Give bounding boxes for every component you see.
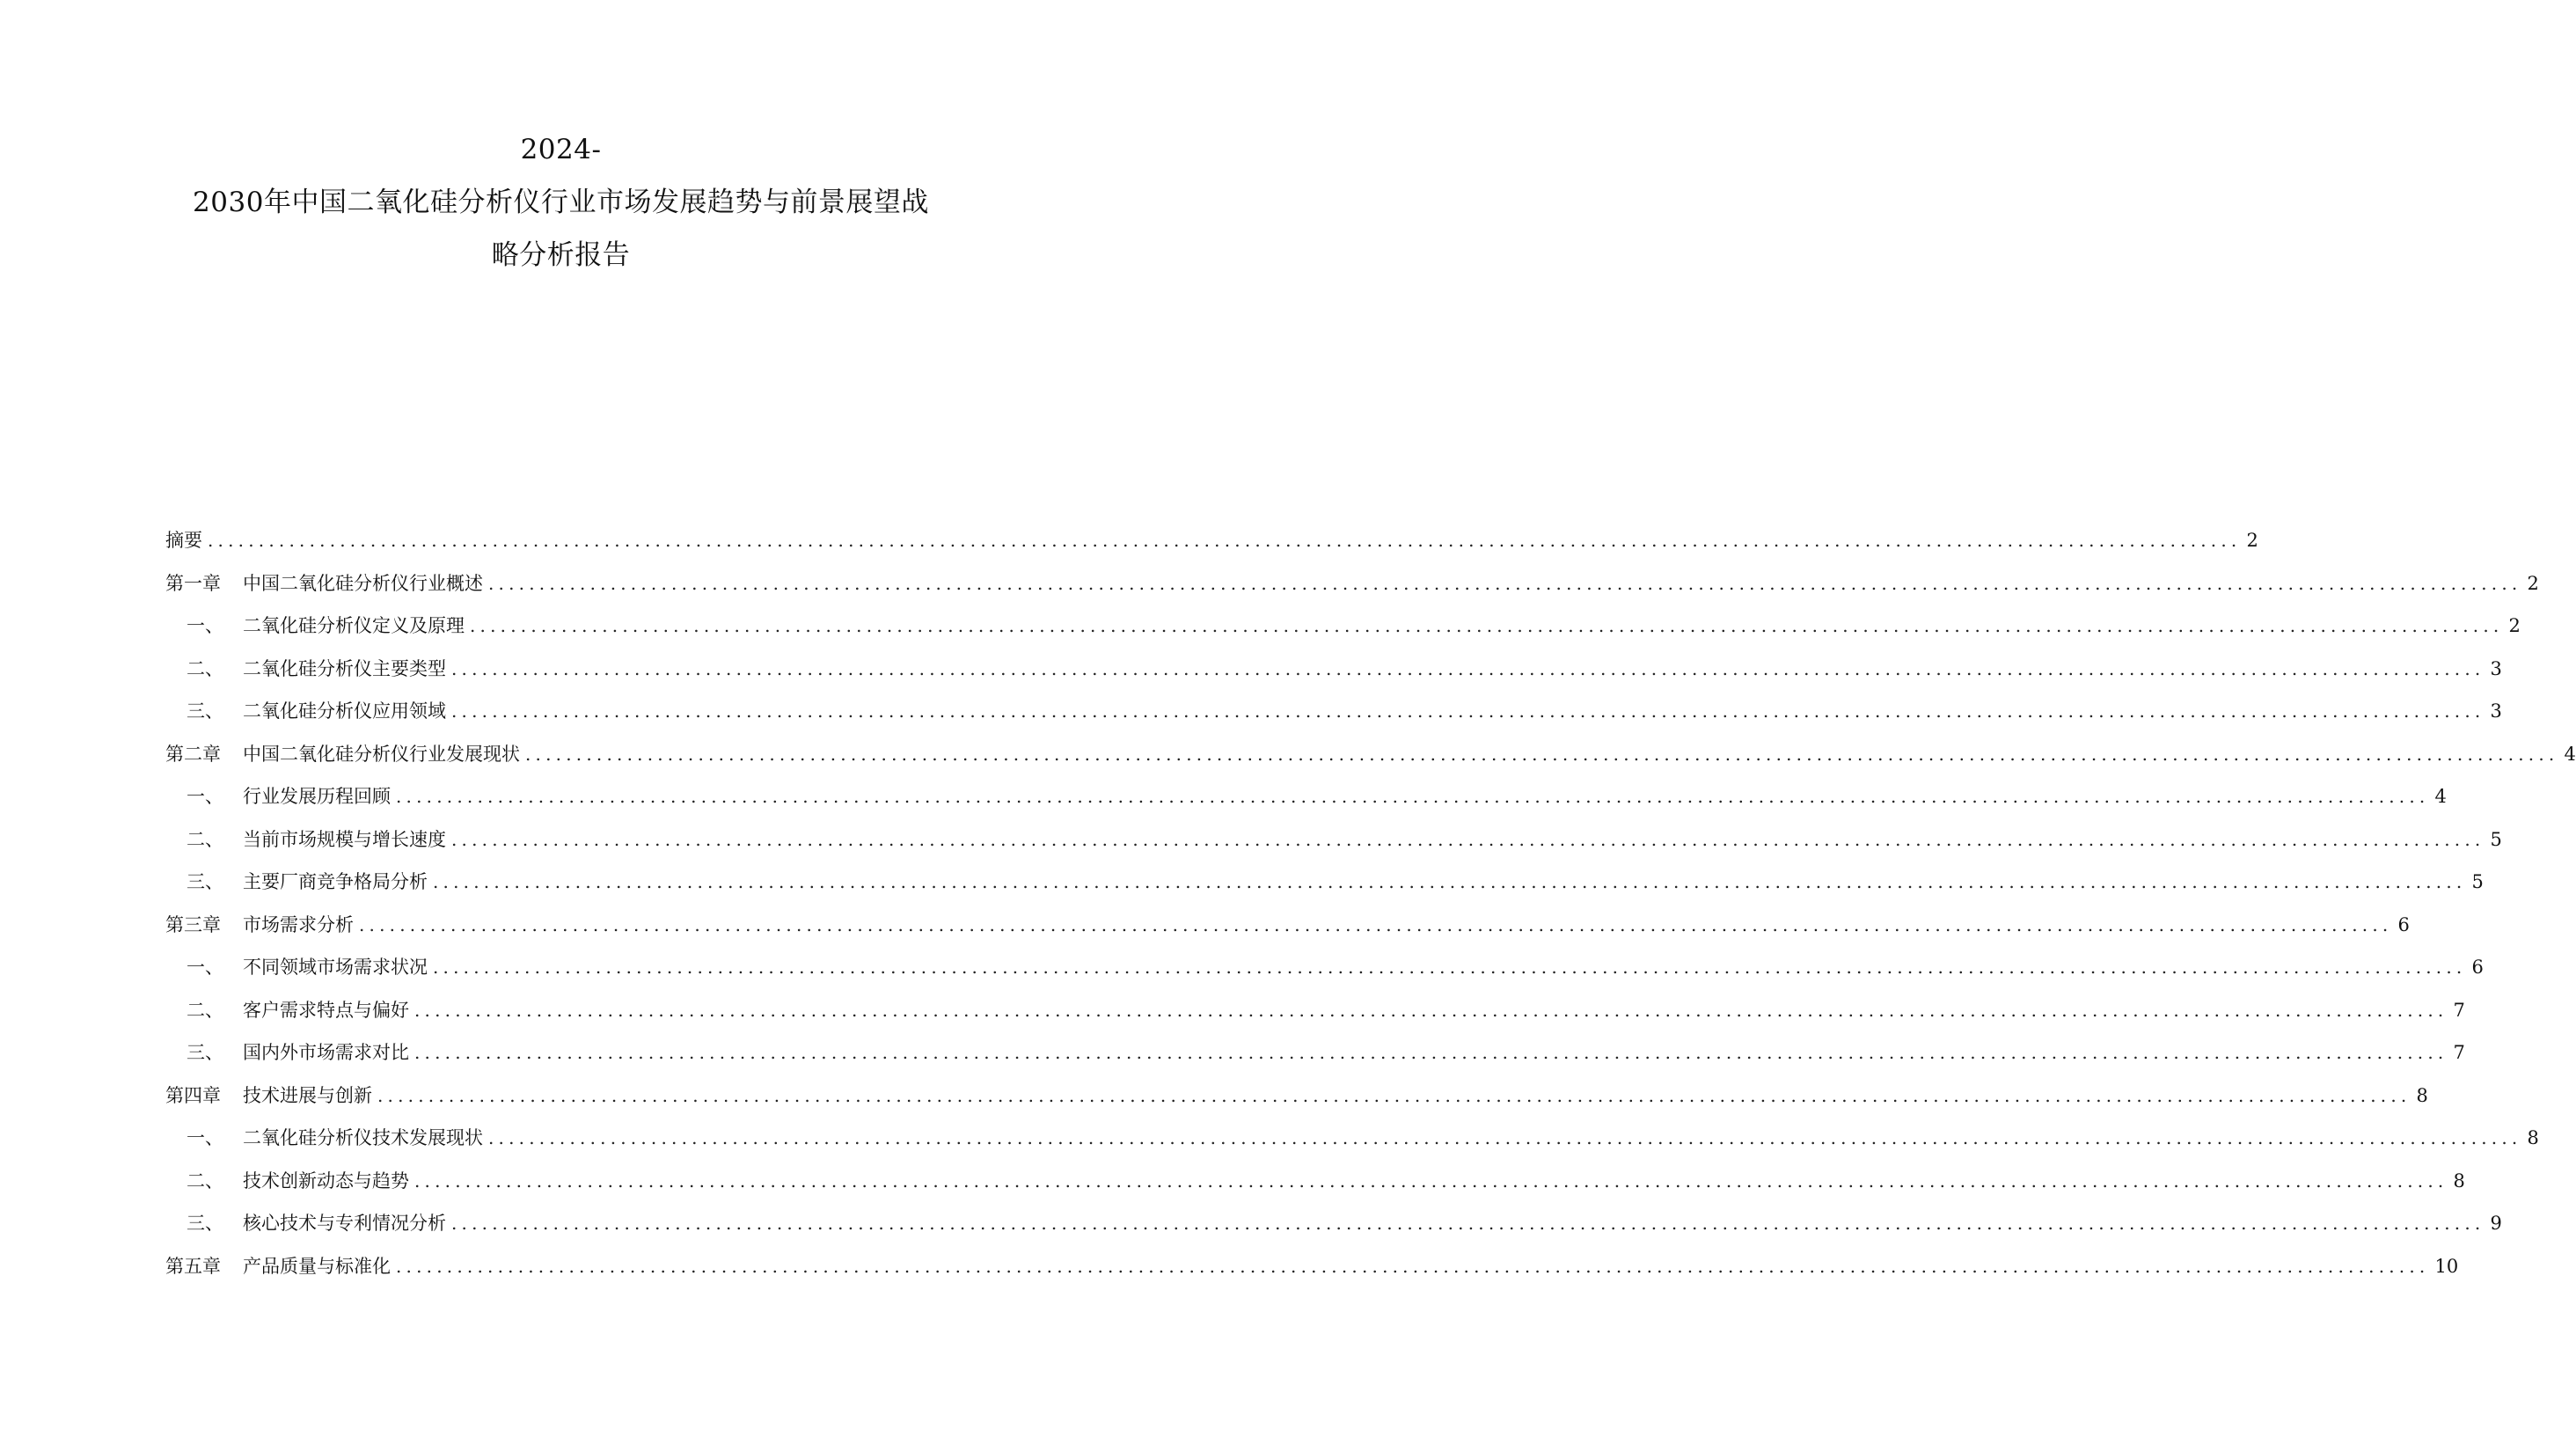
toc-entry-number: 二、 bbox=[187, 657, 223, 679]
toc-entry[interactable] bbox=[165, 996, 2465, 1039]
toc-entry[interactable] bbox=[165, 1124, 2539, 1167]
toc-entry-number: 一、 bbox=[187, 615, 223, 636]
toc-entry[interactable] bbox=[165, 911, 2410, 954]
document-title bbox=[0, 123, 1122, 282]
toc-entry-page: 5 bbox=[2471, 871, 2484, 892]
toc-entry[interactable] bbox=[165, 697, 2502, 740]
toc-entry-label: 核心技术与专利情况分析 bbox=[243, 1213, 446, 1234]
toc-dot-leader: ........................................................................................................................................................................................................ bbox=[396, 1255, 2430, 1277]
toc-entry-page: 2 bbox=[2246, 530, 2258, 551]
toc-entry-page: 3 bbox=[2490, 657, 2502, 679]
toc-entry-label: 不同领域市场需求状况 bbox=[243, 957, 428, 978]
toc-dot-leader: ........................................................................................................................................................................................................ bbox=[414, 1042, 2448, 1063]
toc-entry-page: 6 bbox=[2471, 957, 2484, 978]
toc-entry-number: 一、 bbox=[187, 957, 223, 978]
toc-entry-number: 第五章 bbox=[165, 1255, 221, 1277]
toc-entry-page: 5 bbox=[2490, 828, 2502, 850]
toc-entry-number: 一、 bbox=[187, 1127, 223, 1148]
toc-entry-page: 3 bbox=[2490, 700, 2502, 722]
toc-entry-page: 8 bbox=[2453, 1170, 2465, 1192]
toc-entry-number: 第四章 bbox=[165, 1084, 221, 1106]
toc-entry[interactable] bbox=[165, 1038, 2465, 1082]
toc-entry[interactable] bbox=[165, 1082, 2428, 1125]
toc-entry-number: 二、 bbox=[187, 999, 223, 1021]
toc-entry-number: 二、 bbox=[187, 828, 223, 850]
toc-entry-label: 二氧化硅分析仪定义及原理 bbox=[243, 615, 465, 636]
toc-entry-label: 行业发展历程回顾 bbox=[243, 786, 391, 807]
toc-entry[interactable] bbox=[165, 740, 2576, 783]
toc-entry-number: 第三章 bbox=[165, 913, 221, 935]
toc-entry-page: 6 bbox=[2397, 913, 2410, 935]
toc-entry-label: 技术进展与创新 bbox=[243, 1084, 372, 1106]
toc-entry[interactable] bbox=[165, 868, 2484, 911]
toc-entry-label: 市场需求分析 bbox=[243, 913, 354, 935]
title-line-2: 2030年中国二氧化硅分析仪行业市场发展趋势与前景展望战 bbox=[193, 187, 929, 218]
toc-entry-label: 客户需求特点与偏好 bbox=[243, 999, 409, 1021]
toc-entry-page: 7 bbox=[2453, 999, 2465, 1021]
toc-entry[interactable] bbox=[165, 655, 2502, 698]
toc-entry-page: 8 bbox=[2527, 1127, 2539, 1148]
toc-entry-number: 一、 bbox=[187, 786, 223, 807]
toc-entry-label: 技术创新动态与趋势 bbox=[243, 1170, 409, 1192]
toc-entry-page: 8 bbox=[2416, 1084, 2428, 1106]
toc-dot-leader: ........................................................................................................................................................................................................ bbox=[396, 786, 2430, 807]
toc-entry-number: 二、 bbox=[187, 1170, 223, 1192]
toc-entry-page: 7 bbox=[2453, 1042, 2465, 1063]
title-line-1: 2024- bbox=[520, 134, 602, 165]
toc-entry-label: 二氧化硅分析仪主要类型 bbox=[243, 657, 446, 679]
toc-entry-label: 二氧化硅分析仪应用领域 bbox=[243, 700, 446, 722]
toc-entry[interactable] bbox=[165, 1209, 2502, 1252]
toc-dot-leader: ........................................................................................................................................................................................................ bbox=[414, 999, 2448, 1021]
toc-entry-page: 2 bbox=[2508, 615, 2521, 636]
toc-entry[interactable] bbox=[165, 526, 2258, 569]
toc-entry-page: 10 bbox=[2434, 1255, 2459, 1277]
toc-dot-leader: ........................................................................................................................................................................................................ bbox=[488, 572, 2522, 594]
toc-dot-leader: ........................................................................................................................................................................................................ bbox=[208, 530, 2242, 551]
toc-entry[interactable] bbox=[165, 953, 2484, 996]
toc-dot-leader: ........................................................................................................................................................................................................ bbox=[451, 657, 2485, 679]
title-line-3: 略分析报告 bbox=[491, 239, 631, 271]
toc-dot-leader: ........................................................................................................................................................................................................ bbox=[377, 1084, 2411, 1106]
table-of-contents bbox=[165, 526, 2576, 1294]
toc-entry-label: 中国二氧化硅分析仪行业概述 bbox=[243, 572, 483, 594]
toc-entry-label: 国内外市场需求对比 bbox=[243, 1042, 409, 1063]
toc-entry-label: 中国二氧化硅分析仪行业发展现状 bbox=[243, 743, 520, 765]
toc-entry-page: 4 bbox=[2564, 743, 2576, 765]
toc-entry-label: 摘要 bbox=[165, 530, 202, 551]
toc-dot-leader: ........................................................................................................................................................................................................ bbox=[451, 828, 2485, 850]
toc-entry-number: 第二章 bbox=[165, 743, 221, 765]
toc-entry-label: 产品质量与标准化 bbox=[243, 1255, 391, 1277]
toc-entry[interactable] bbox=[165, 825, 2502, 869]
toc-dot-leader: ........................................................................................................................................................................................................ bbox=[433, 871, 2467, 892]
toc-entry[interactable] bbox=[165, 612, 2521, 655]
toc-entry[interactable] bbox=[165, 1252, 2459, 1295]
toc-entry-label: 二氧化硅分析仪技术发展现状 bbox=[243, 1127, 483, 1148]
toc-entry-page: 4 bbox=[2434, 786, 2447, 807]
toc-dot-leader: ........................................................................................................................................................................................................ bbox=[451, 1213, 2485, 1234]
toc-entry-label: 当前市场规模与增长速度 bbox=[243, 828, 446, 850]
toc-entry[interactable] bbox=[165, 569, 2539, 612]
toc-entry[interactable] bbox=[165, 1167, 2465, 1210]
toc-dot-leader: ........................................................................................................................................................................................................ bbox=[488, 1127, 2522, 1148]
toc-entry-number: 三、 bbox=[187, 1042, 223, 1063]
toc-dot-leader: ........................................................................................................................................................................................................ bbox=[414, 1170, 2448, 1192]
toc-entry-number: 第一章 bbox=[165, 572, 221, 594]
toc-entry-number: 三、 bbox=[187, 871, 223, 892]
toc-entry-label: 主要厂商竞争格局分析 bbox=[243, 871, 428, 892]
toc-dot-leader: ........................................................................................................................................................................................................ bbox=[359, 913, 2393, 935]
toc-dot-leader: ........................................................................................................................................................................................................ bbox=[525, 743, 2559, 765]
toc-entry-number: 三、 bbox=[187, 700, 223, 722]
toc-entry-number: 三、 bbox=[187, 1213, 223, 1234]
toc-dot-leader: ........................................................................................................................................................................................................ bbox=[433, 957, 2467, 978]
toc-dot-leader: ........................................................................................................................................................................................................ bbox=[470, 615, 2504, 636]
toc-dot-leader: ........................................................................................................................................................................................................ bbox=[451, 700, 2485, 722]
toc-entry[interactable] bbox=[165, 782, 2447, 825]
toc-entry-page: 2 bbox=[2527, 572, 2539, 594]
toc-entry-page: 9 bbox=[2490, 1213, 2502, 1234]
